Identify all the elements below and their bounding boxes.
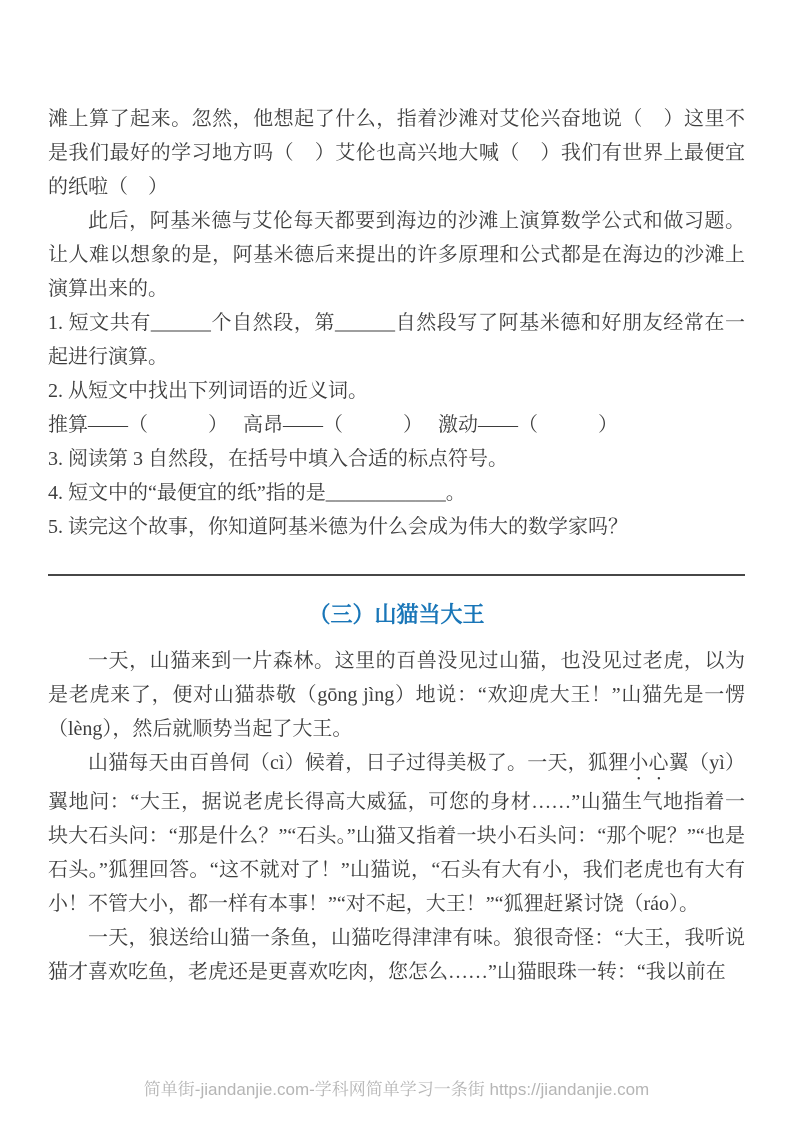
reading2-section-title: （三）山猫当大王 (308, 602, 485, 627)
question-4: 4. 短文中的“最便宜的纸”指的是____________。 (48, 482, 466, 504)
story-paragraph-1: 一天，山猫来到一片森林。这里的百兽没见过山猫，也没见过老虎，以为是老虎来了，便对山猫恭敬（gōng jìng）地说：“欢迎虎大王！”山猫先是一愣（lèng），然后就顺势当起了大王。 (48, 650, 745, 740)
question-5: 5. 读完这个故事，你知道阿基米德为什么会成为伟大的数学家吗？ (48, 516, 628, 538)
watermark-footer: 简单街-jiandanjie.com-学科网简单学习一条街 https://jiandanjie.com (143, 1080, 650, 1099)
reading1-para-continued: 滩上算了起来。忽然，他想起了什么，指着沙滩对艾伦兴奋地说（ ）这里不是我们最好的学习地方吗（ ）艾伦也高兴地大喊（ ）我们有世界上最便宜的纸啦（ ） (48, 108, 745, 198)
question-2: 2. 从短文中找出下列词语的近义词。 (48, 380, 368, 402)
section-divider (48, 574, 745, 576)
reading2-story (48, 644, 745, 989)
question-3: 3. 阅读第 3 自然段，在括号中填入合适的标点符号。 (48, 448, 508, 470)
story-paragraph-3: 一天，狼送给山猫一条鱼，山猫吃得津津有味。狼很奇怪：“大王，我听说猫才喜欢吃鱼，老虎还是更喜欢吃肉，您怎么……”山猫眼珠一转：“我以前在 (48, 927, 745, 983)
story-paragraph-2: 山猫每天由百兽伺（cì）候着，日子过得美极了。一天，狐狸小心翼（yì）翼地问：“大王，据说老虎长得高大威猛，可您的身材……”山猫生气地指着一块大石头问：“那是什么？”“石头。”山猫又指着一块小石头问：“那个呢？”“也是石头。”狐狸回答。“这不就对了！”山猫说，“石头有大有小，我们老虎也有大有小！不管大小，都一样有本事！”“对不起，大王！”“狐狸赶紧讨饶（ráo）。 (48, 752, 745, 915)
question-1: 1. 短文共有______个自然段，第______自然段写了阿基米德和好朋友经常在一起进行演算。 (48, 312, 745, 368)
reading1-para-2: 此后，阿基米德与艾伦每天都要到海边的沙滩上演算数学公式和做习题。让人难以想象的是，阿基米德后来提出的许多原理和公式都是在海边的沙滩上演算出来的。 (48, 210, 745, 300)
question-2-synonym-items: 推算——（ ） 高昂——（ ） 激动——（ ） (48, 414, 618, 436)
